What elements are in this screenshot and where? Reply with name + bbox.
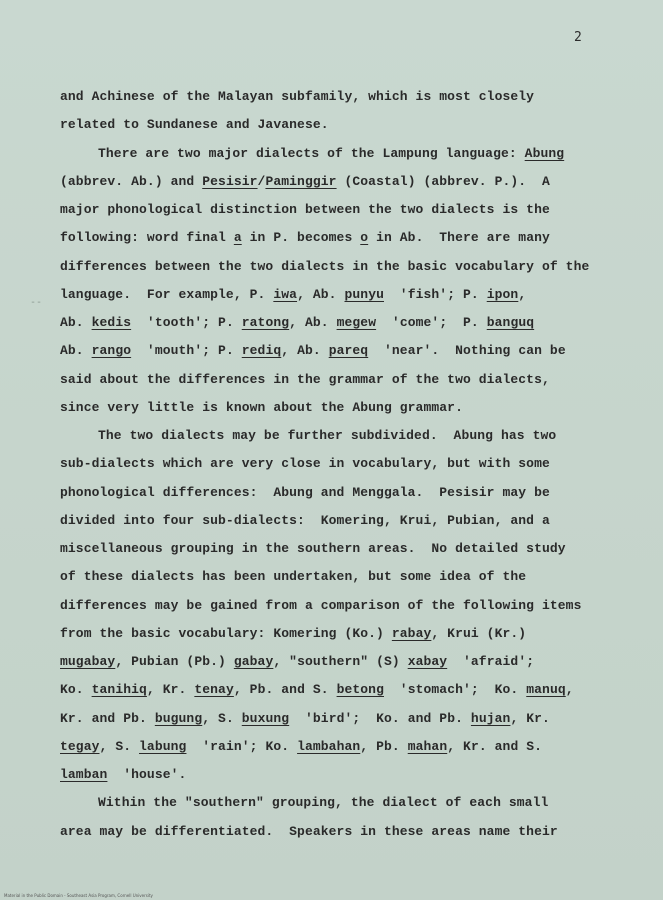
text-line <box>60 541 566 557</box>
text-segment: area may be differentiated. Speakers in these areas name their <box>60 823 558 839</box>
underlined-term: rabay <box>391 625 432 641</box>
underlined-term: mugabay <box>60 654 116 669</box>
text-line <box>98 428 556 444</box>
underlined-term: megew <box>336 315 377 330</box>
text-line <box>60 654 534 670</box>
underlined-term: banguq <box>486 315 535 330</box>
text-segment: , Pb. and S. <box>233 682 337 698</box>
text-segment: (abbrev. Ab.) and <box>60 173 203 189</box>
text-segment: (Coastal) (abbrev. P.). A <box>336 173 550 189</box>
underlined-term: pareq <box>328 343 369 359</box>
underlined-term: ratong <box>241 315 290 330</box>
underlined-term: Pesisir <box>202 173 258 189</box>
text-line <box>60 682 574 698</box>
text-segment: language. For example, P. <box>60 286 274 302</box>
text-line <box>60 767 186 783</box>
page-number: 2 <box>574 30 582 45</box>
text-segment: and Achinese of the Malayan subfamily, which is most closely <box>60 89 535 104</box>
text-segment: Ab. <box>60 343 92 359</box>
text-segment: 'tooth'; P. <box>131 315 242 330</box>
underlined-term: xabay <box>407 654 448 669</box>
text-line <box>60 569 526 585</box>
underlined-term: hujan <box>470 710 511 726</box>
text-line <box>60 259 589 275</box>
text-segment: , Kr. and S. <box>447 738 543 754</box>
text-segment: differences between the two dialects in the basic vocabulary of the <box>60 258 590 274</box>
text-segment: Within the "southern" grouping, the dialect of each small <box>98 795 549 811</box>
underlined-term: tegay <box>60 738 100 754</box>
text-line <box>60 372 550 388</box>
text-segment: phonological differences: Abung and Menggala. Pesisir may be <box>60 484 550 500</box>
text-segment: , Kr. <box>510 710 550 726</box>
text-segment: , Ab. <box>281 343 329 359</box>
underlined-term: betong <box>336 682 384 698</box>
text-line <box>60 287 526 303</box>
text-segment: 'fish'; P. <box>384 286 487 302</box>
text-line <box>60 117 329 133</box>
text-line <box>60 89 534 105</box>
text-segment: in P. becomes <box>241 230 361 246</box>
text-line <box>60 598 581 614</box>
text-line <box>60 513 550 529</box>
text-segment: miscellaneous grouping in the southern areas. No detailed study <box>60 541 566 556</box>
text-segment: The two dialects may be further subdivided. Abung has two <box>98 428 557 443</box>
text-line <box>60 343 566 359</box>
text-segment: , <box>518 286 527 302</box>
text-segment: 'mouth'; P. <box>131 343 242 359</box>
underlined-term: buxung <box>241 710 290 726</box>
text-segment: Ab. <box>60 315 92 330</box>
text-segment: 'rain'; Ko. <box>186 738 298 754</box>
text-line <box>60 202 550 218</box>
text-line <box>60 485 550 501</box>
text-line <box>60 824 558 840</box>
text-segment: , "southern" (S) <box>273 654 408 669</box>
text-segment: 'come'; P. <box>376 315 487 330</box>
text-segment: , <box>565 682 574 698</box>
text-line <box>60 174 550 190</box>
text-line <box>60 456 550 472</box>
text-segment: , Ab. <box>289 315 337 330</box>
text-segment: Kr. and Pb. <box>60 710 155 726</box>
underlined-term: labung <box>139 738 187 754</box>
text-line <box>60 626 526 642</box>
underlined-term: o <box>360 230 369 246</box>
text-segment: since very little is known about the Abung grammar. <box>60 399 463 415</box>
text-segment: divided into four sub-dialects: Komering, Krui, Pubian, and a <box>60 512 550 528</box>
underlined-term: punyu <box>344 286 384 302</box>
text-segment: said about the differences in the grammar of the two dialects, <box>60 371 550 387</box>
text-segment: 'stomach'; Ko. <box>384 682 527 698</box>
underlined-term: ipon <box>486 286 519 302</box>
text-segment: , S. <box>99 738 140 754</box>
text-segment: / <box>257 173 266 189</box>
footer-credit: Material in the Public Domain - Southeast Asia Program, Cornell University <box>4 893 153 898</box>
text-segment: 'near'. Nothing can be <box>368 343 566 359</box>
underlined-term: tanihiq <box>91 682 147 698</box>
text-segment: major phonological distinction between the two dialects is the <box>60 202 550 217</box>
underlined-term: bugung <box>154 710 203 726</box>
text-segment: 'afraid'; <box>447 654 535 669</box>
text-segment: , S. <box>202 710 242 726</box>
text-segment: , Pubian (Pb.) <box>115 654 234 669</box>
text-segment: following: word final <box>60 230 234 246</box>
text-line <box>60 739 542 755</box>
text-line <box>60 400 463 416</box>
text-line <box>98 146 564 162</box>
underlined-term: Abung <box>524 145 565 161</box>
underlined-term: manuq <box>526 682 566 698</box>
text-segment: 'bird'; Ko. and Pb. <box>289 710 471 726</box>
underlined-term: rango <box>91 343 132 359</box>
text-segment: of these dialects has been undertaken, but some idea of the <box>60 569 527 585</box>
text-segment: , Pb. <box>360 738 408 754</box>
margin-mark: -- <box>30 297 43 308</box>
text-segment: , Krui (Kr.) <box>431 625 527 641</box>
text-segment: , Kr. <box>146 682 195 698</box>
underlined-term: a <box>233 230 242 246</box>
underlined-term: lambahan <box>297 738 361 754</box>
text-line <box>60 315 534 331</box>
underlined-term: rediq <box>241 343 282 359</box>
underlined-term: kedis <box>91 315 132 330</box>
text-segment: sub-dialects which are very close in vocabulary, but with some <box>60 456 550 472</box>
text-line <box>60 711 550 727</box>
text-segment: from the basic vocabulary: Komering (Ko.) <box>60 625 392 641</box>
text-segment: , Ab. <box>297 286 345 302</box>
text-segment: differences may be gained from a comparison of the following items <box>60 597 582 613</box>
underlined-term: Paminggir <box>265 173 337 189</box>
underlined-term: lamban <box>60 767 108 782</box>
underlined-term: gabay <box>233 654 274 669</box>
text-segment: 'house'. <box>107 767 187 782</box>
text-line <box>98 795 548 811</box>
text-line <box>60 230 550 246</box>
text-segment: There are two major dialects of the Lampung language: <box>98 145 525 161</box>
text-segment: in Ab. There are many <box>368 230 550 246</box>
underlined-term: mahan <box>407 738 448 754</box>
underlined-term: tenay <box>194 682 234 698</box>
text-segment: related to Sundanese and Javanese. <box>60 117 329 133</box>
text-segment: Ko. <box>60 682 92 698</box>
underlined-term: iwa <box>273 286 298 302</box>
